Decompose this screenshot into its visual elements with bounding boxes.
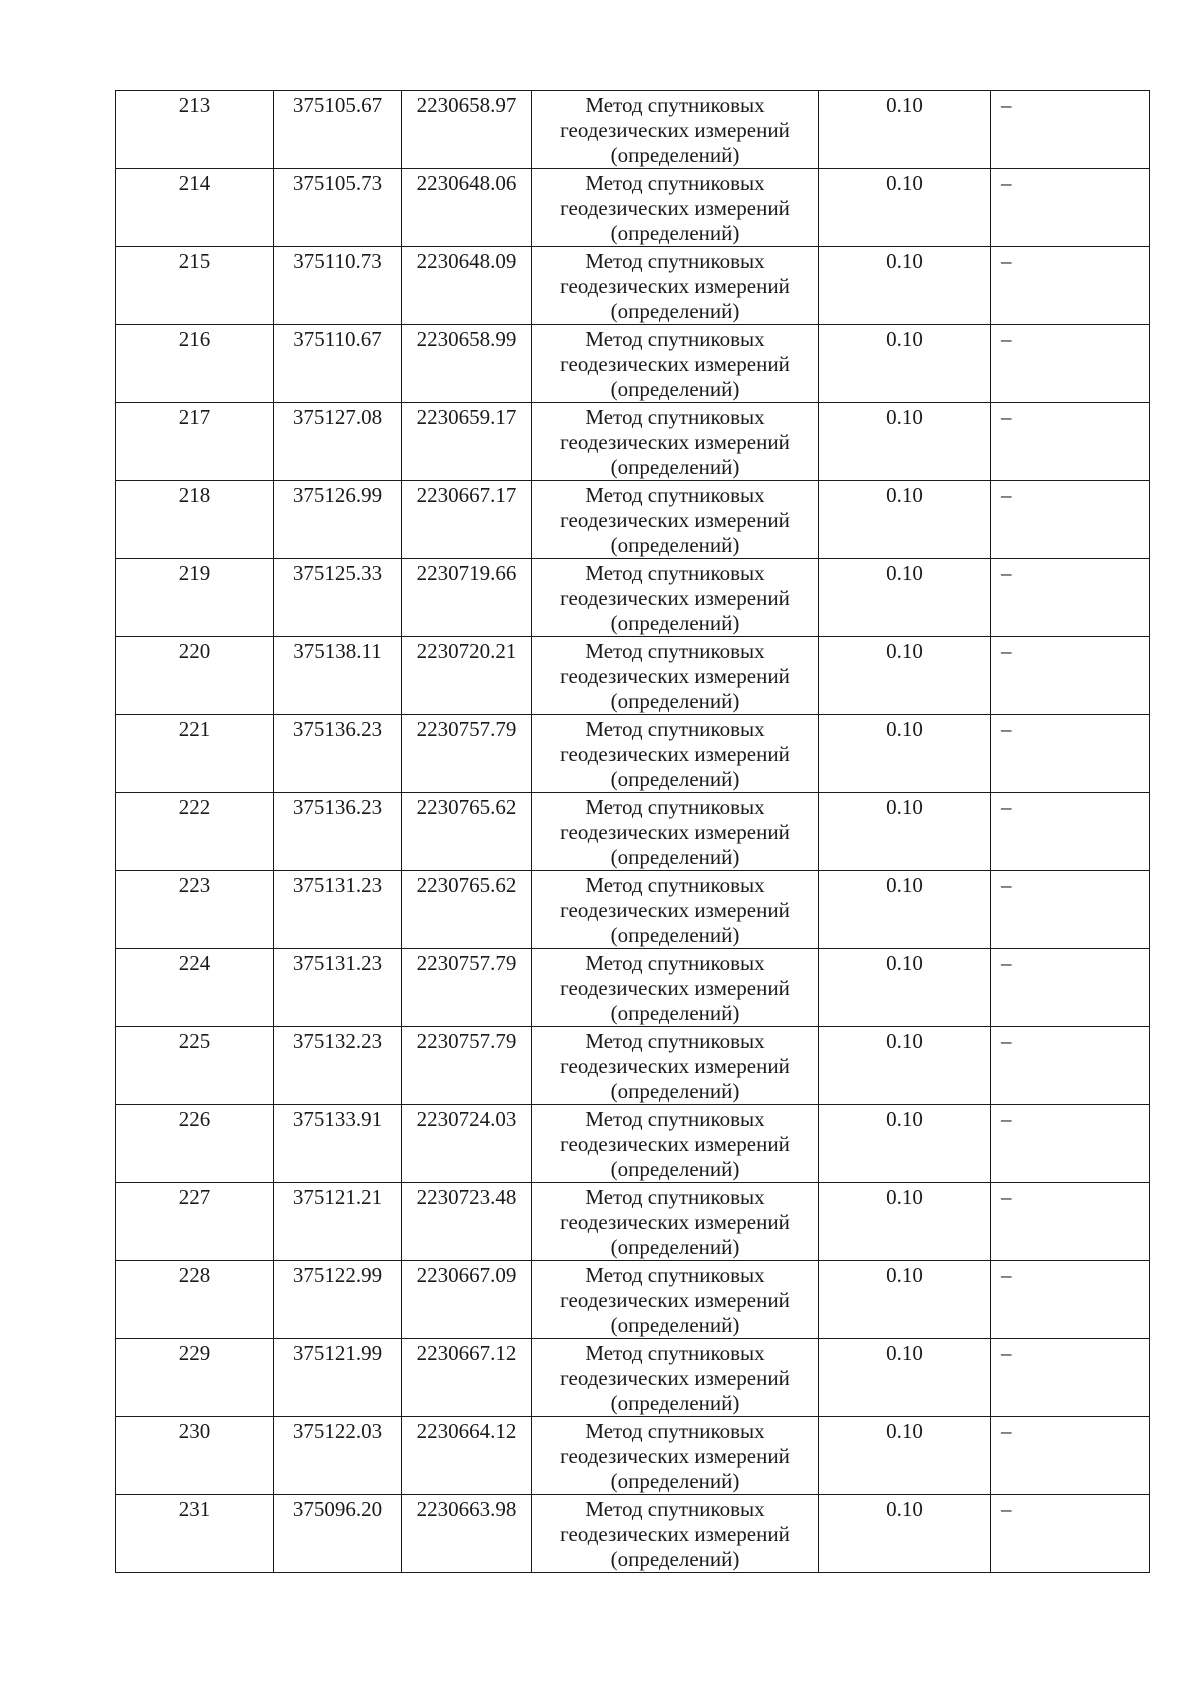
method-line: Метод спутниковых (585, 951, 765, 975)
table-row (116, 715, 1150, 793)
method-cell (532, 91, 819, 169)
y-coordinate-cell: 2230720.21 (402, 637, 532, 715)
method-cell (532, 1261, 819, 1339)
y-coordinate-cell: 2230663.98 (402, 1495, 532, 1573)
method-line: геодезических измерений (560, 274, 790, 298)
point-number-cell: 221 (116, 715, 274, 793)
method-line: Метод спутниковых (585, 1029, 765, 1053)
method-cell (532, 247, 819, 325)
point-number-cell: 219 (116, 559, 274, 637)
method-line: Метод спутниковых (585, 405, 765, 429)
method-line: Метод спутниковых (585, 717, 765, 741)
point-number-cell: 222 (116, 793, 274, 871)
method-line: Метод спутниковых (585, 873, 765, 897)
x-coordinate-cell: 375136.23 (274, 793, 402, 871)
y-coordinate-cell: 2230724.03 (402, 1105, 532, 1183)
method-line: геодезических измерений (560, 820, 790, 844)
method-line: (определений) (610, 767, 740, 791)
note-cell: – (991, 403, 1150, 481)
note-cell: – (991, 1261, 1150, 1339)
table-row (116, 1105, 1150, 1183)
y-coordinate-cell: 2230658.99 (402, 325, 532, 403)
method-line: геодезических измерений (560, 1054, 790, 1078)
method-line: геодезических измерений (560, 430, 790, 454)
y-coordinate-cell: 2230658.97 (402, 91, 532, 169)
method-line: геодезических измерений (560, 508, 790, 532)
table-row (116, 559, 1150, 637)
x-coordinate-cell: 375105.73 (274, 169, 402, 247)
note-cell: – (991, 1105, 1150, 1183)
accuracy-cell: 0.10 (819, 871, 991, 949)
note-cell: – (991, 169, 1150, 247)
accuracy-cell: 0.10 (819, 325, 991, 403)
method-line: геодезических измерений (560, 1444, 790, 1468)
table-row (116, 949, 1150, 1027)
method-line: геодезических измерений (560, 1366, 790, 1390)
point-number-cell: 224 (116, 949, 274, 1027)
x-coordinate-cell: 375110.67 (274, 325, 402, 403)
method-line: Метод спутниковых (585, 1419, 765, 1443)
table-row (116, 91, 1150, 169)
method-line: геодезических измерений (560, 1288, 790, 1312)
method-cell (532, 559, 819, 637)
accuracy-cell: 0.10 (819, 793, 991, 871)
x-coordinate-cell: 375132.23 (274, 1027, 402, 1105)
y-coordinate-cell: 2230667.09 (402, 1261, 532, 1339)
method-line: геодезических измерений (560, 742, 790, 766)
y-coordinate-cell: 2230719.66 (402, 559, 532, 637)
method-line: (определений) (610, 1079, 740, 1103)
method-line: Метод спутниковых (585, 561, 765, 585)
note-cell: – (991, 481, 1150, 559)
y-coordinate-cell: 2230648.09 (402, 247, 532, 325)
table-row (116, 1261, 1150, 1339)
y-coordinate-cell: 2230757.79 (402, 949, 532, 1027)
point-number-cell: 229 (116, 1339, 274, 1417)
accuracy-cell: 0.10 (819, 1183, 991, 1261)
y-coordinate-cell: 2230723.48 (402, 1183, 532, 1261)
note-cell: – (991, 1495, 1150, 1573)
table-row (116, 325, 1150, 403)
method-line: Метод спутниковых (585, 1107, 765, 1131)
method-line: (определений) (610, 455, 740, 479)
accuracy-cell: 0.10 (819, 1339, 991, 1417)
x-coordinate-cell: 375121.99 (274, 1339, 402, 1417)
accuracy-cell: 0.10 (819, 403, 991, 481)
method-line: (определений) (610, 221, 740, 245)
table-body (116, 91, 1150, 1573)
accuracy-cell: 0.10 (819, 715, 991, 793)
accuracy-cell: 0.10 (819, 169, 991, 247)
method-line: (определений) (610, 377, 740, 401)
method-line: (определений) (610, 923, 740, 947)
table-row (116, 637, 1150, 715)
accuracy-cell: 0.10 (819, 1495, 991, 1573)
method-line: (определений) (610, 533, 740, 557)
accuracy-cell: 0.10 (819, 949, 991, 1027)
table-row (116, 1339, 1150, 1417)
method-line: геодезических измерений (560, 1132, 790, 1156)
point-number-cell: 226 (116, 1105, 274, 1183)
y-coordinate-cell: 2230659.17 (402, 403, 532, 481)
point-number-cell: 214 (116, 169, 274, 247)
table-row (116, 169, 1150, 247)
y-coordinate-cell: 2230757.79 (402, 715, 532, 793)
x-coordinate-cell: 375127.08 (274, 403, 402, 481)
method-line: Метод спутниковых (585, 327, 765, 351)
table-row (116, 793, 1150, 871)
point-number-cell: 220 (116, 637, 274, 715)
accuracy-cell: 0.10 (819, 1105, 991, 1183)
method-cell (532, 1105, 819, 1183)
method-line: Метод спутниковых (585, 795, 765, 819)
x-coordinate-cell: 375105.67 (274, 91, 402, 169)
accuracy-cell: 0.10 (819, 1417, 991, 1495)
method-cell (532, 325, 819, 403)
method-line: Метод спутниковых (585, 1497, 765, 1521)
table-row (116, 871, 1150, 949)
accuracy-cell: 0.10 (819, 559, 991, 637)
y-coordinate-cell: 2230667.17 (402, 481, 532, 559)
method-cell (532, 793, 819, 871)
x-coordinate-cell: 375126.99 (274, 481, 402, 559)
note-cell: – (991, 1339, 1150, 1417)
method-line: (определений) (610, 1547, 740, 1571)
accuracy-cell: 0.10 (819, 1261, 991, 1339)
method-cell (532, 1495, 819, 1573)
method-line: Метод спутниковых (585, 1185, 765, 1209)
point-number-cell: 230 (116, 1417, 274, 1495)
x-coordinate-cell: 375122.99 (274, 1261, 402, 1339)
x-coordinate-cell: 375110.73 (274, 247, 402, 325)
method-cell (532, 1417, 819, 1495)
method-line: Метод спутниковых (585, 93, 765, 117)
accuracy-cell: 0.10 (819, 91, 991, 169)
method-cell (532, 1183, 819, 1261)
table-row (116, 481, 1150, 559)
point-number-cell: 227 (116, 1183, 274, 1261)
method-line: геодезических измерений (560, 1210, 790, 1234)
method-line: Метод спутниковых (585, 483, 765, 507)
table-row (116, 1027, 1150, 1105)
method-line: геодезических измерений (560, 664, 790, 688)
method-line: геодезических измерений (560, 196, 790, 220)
note-cell: – (991, 91, 1150, 169)
table-row (116, 1495, 1150, 1573)
method-line: геодезических измерений (560, 898, 790, 922)
note-cell: – (991, 1183, 1150, 1261)
y-coordinate-cell: 2230667.12 (402, 1339, 532, 1417)
note-cell: – (991, 559, 1150, 637)
x-coordinate-cell: 375131.23 (274, 949, 402, 1027)
method-cell (532, 169, 819, 247)
accuracy-cell: 0.10 (819, 481, 991, 559)
method-line: Метод спутниковых (585, 249, 765, 273)
method-line: (определений) (610, 1469, 740, 1493)
method-cell (532, 949, 819, 1027)
accuracy-cell: 0.10 (819, 637, 991, 715)
method-line: (определений) (610, 1313, 740, 1337)
note-cell: – (991, 1417, 1150, 1495)
point-number-cell: 217 (116, 403, 274, 481)
note-cell: – (991, 793, 1150, 871)
method-cell (532, 481, 819, 559)
accuracy-cell: 0.10 (819, 247, 991, 325)
method-cell (532, 871, 819, 949)
point-number-cell: 223 (116, 871, 274, 949)
y-coordinate-cell: 2230648.06 (402, 169, 532, 247)
method-line: (определений) (610, 1235, 740, 1259)
table-row (116, 1183, 1150, 1261)
method-line: геодезических измерений (560, 118, 790, 142)
method-line: (определений) (610, 1001, 740, 1025)
method-line: Метод спутниковых (585, 1263, 765, 1287)
point-number-cell: 225 (116, 1027, 274, 1105)
method-cell (532, 403, 819, 481)
point-number-cell: 218 (116, 481, 274, 559)
method-line: геодезических измерений (560, 586, 790, 610)
x-coordinate-cell: 375136.23 (274, 715, 402, 793)
point-number-cell: 231 (116, 1495, 274, 1573)
method-line: Метод спутниковых (585, 639, 765, 663)
method-line: Метод спутниковых (585, 171, 765, 195)
method-line: (определений) (610, 143, 740, 167)
method-line: Метод спутниковых (585, 1341, 765, 1365)
note-cell: – (991, 1027, 1150, 1105)
method-line: (определений) (610, 689, 740, 713)
x-coordinate-cell: 375121.21 (274, 1183, 402, 1261)
method-line: (определений) (610, 845, 740, 869)
table-row (116, 1417, 1150, 1495)
note-cell: – (991, 637, 1150, 715)
y-coordinate-cell: 2230757.79 (402, 1027, 532, 1105)
method-cell (532, 1339, 819, 1417)
method-cell (532, 1027, 819, 1105)
y-coordinate-cell: 2230765.62 (402, 793, 532, 871)
x-coordinate-cell: 375125.33 (274, 559, 402, 637)
method-cell (532, 637, 819, 715)
method-line: (определений) (610, 1391, 740, 1415)
note-cell: – (991, 871, 1150, 949)
method-cell (532, 715, 819, 793)
method-line: (определений) (610, 299, 740, 323)
method-line: геодезических измерений (560, 1522, 790, 1546)
method-line: (определений) (610, 1157, 740, 1181)
point-number-cell: 215 (116, 247, 274, 325)
point-number-cell: 228 (116, 1261, 274, 1339)
x-coordinate-cell: 375133.91 (274, 1105, 402, 1183)
method-line: (определений) (610, 611, 740, 635)
y-coordinate-cell: 2230664.12 (402, 1417, 532, 1495)
note-cell: – (991, 715, 1150, 793)
x-coordinate-cell: 375096.20 (274, 1495, 402, 1573)
method-line: геодезических измерений (560, 352, 790, 376)
x-coordinate-cell: 375122.03 (274, 1417, 402, 1495)
method-line: геодезических измерений (560, 976, 790, 1000)
coordinates-table (115, 90, 1150, 1573)
table-row (116, 247, 1150, 325)
note-cell: – (991, 247, 1150, 325)
accuracy-cell: 0.10 (819, 1027, 991, 1105)
table-row (116, 403, 1150, 481)
x-coordinate-cell: 375138.11 (274, 637, 402, 715)
y-coordinate-cell: 2230765.62 (402, 871, 532, 949)
x-coordinate-cell: 375131.23 (274, 871, 402, 949)
point-number-cell: 213 (116, 91, 274, 169)
point-number-cell: 216 (116, 325, 274, 403)
note-cell: – (991, 949, 1150, 1027)
note-cell: – (991, 325, 1150, 403)
